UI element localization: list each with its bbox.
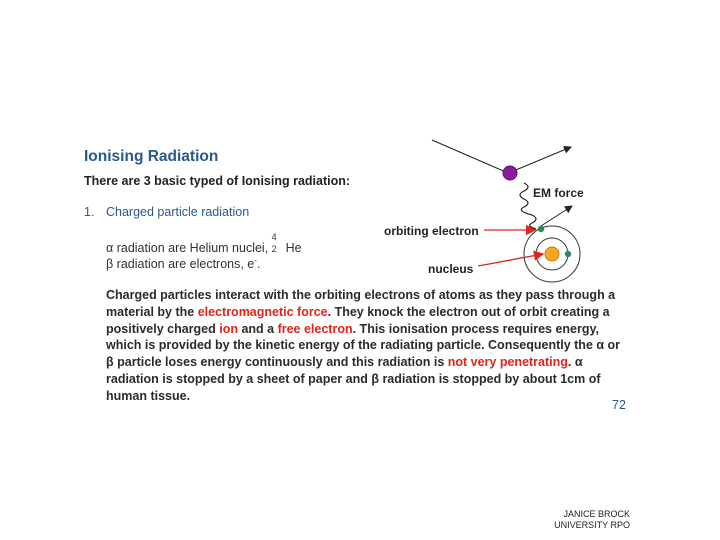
para-text: . [567, 355, 575, 370]
highlight-free-electron: free electron [277, 321, 353, 336]
nucleus-icon [545, 247, 559, 261]
highlight-ion: ion [219, 321, 238, 336]
para-text: . This ionisation process requires energy, which is provided by the kinetic energy of the radiating particle. Consequently the [106, 321, 599, 353]
beta-symbol: β [106, 355, 114, 370]
alpha-charge-number: 2 [271, 244, 277, 254]
beta-symbol: β [371, 371, 379, 386]
para-text: radiation is stopped by a sheet of paper and [106, 371, 372, 386]
electron-icon [565, 251, 571, 257]
footer-line1: JANICE BROCK [563, 509, 630, 519]
scattered-particle-path [511, 147, 571, 172]
highlight-not-very-penetrating: not very penetrating [447, 355, 568, 370]
list-item-label: Charged particle radiation [106, 205, 250, 219]
charged-particle-icon [503, 166, 517, 180]
para-text: or [604, 338, 621, 353]
alpha-symbol: α [574, 355, 583, 370]
para-text: radiation is stopped by about 1cm of human tissue. [106, 371, 601, 403]
para-text: particle loses energy continuously and this radiation is [113, 355, 448, 370]
para-text: and a [237, 321, 278, 336]
nucleus-label: nucleus [428, 262, 474, 276]
incoming-particle-path [432, 140, 508, 173]
ejected-electron-path [541, 206, 572, 226]
footer-line2: UNIVERSITY RPO [554, 520, 630, 530]
beta-sup: - [254, 256, 257, 265]
list-item-number: 1. [84, 205, 95, 219]
intro-text: There are 3 basic typed of Ionising radiation: [84, 174, 351, 188]
alpha-mass-number: 4 [271, 232, 277, 242]
para-text: . They knock the electron out of orbit creating a positively charged [106, 304, 610, 336]
nucleus-pointer [478, 254, 543, 266]
em-force-label: EM force [533, 186, 584, 200]
alpha-symbol: α [106, 241, 114, 255]
highlight-electromagnetic-force: electromagnetic force [197, 304, 328, 319]
alpha-symbol: α [596, 338, 605, 353]
alpha-element: He [285, 241, 302, 255]
alpha-text: radiation are Helium nuclei, [113, 241, 272, 255]
footer-credit [520, 509, 630, 531]
orbiting-electron-icon [538, 226, 544, 232]
beta-text: radiation are electrons, e [113, 257, 255, 272]
page-number: 72 [612, 398, 626, 412]
orbiting-electron-label: orbiting electron [384, 224, 479, 238]
para-text: Charged particles interact with the orbiting electrons of atoms as they pass through a material by the [106, 288, 616, 319]
beta-end: . [256, 257, 261, 272]
slide-title: Ionising Radiation [84, 148, 219, 165]
beta-symbol: β [106, 257, 114, 272]
